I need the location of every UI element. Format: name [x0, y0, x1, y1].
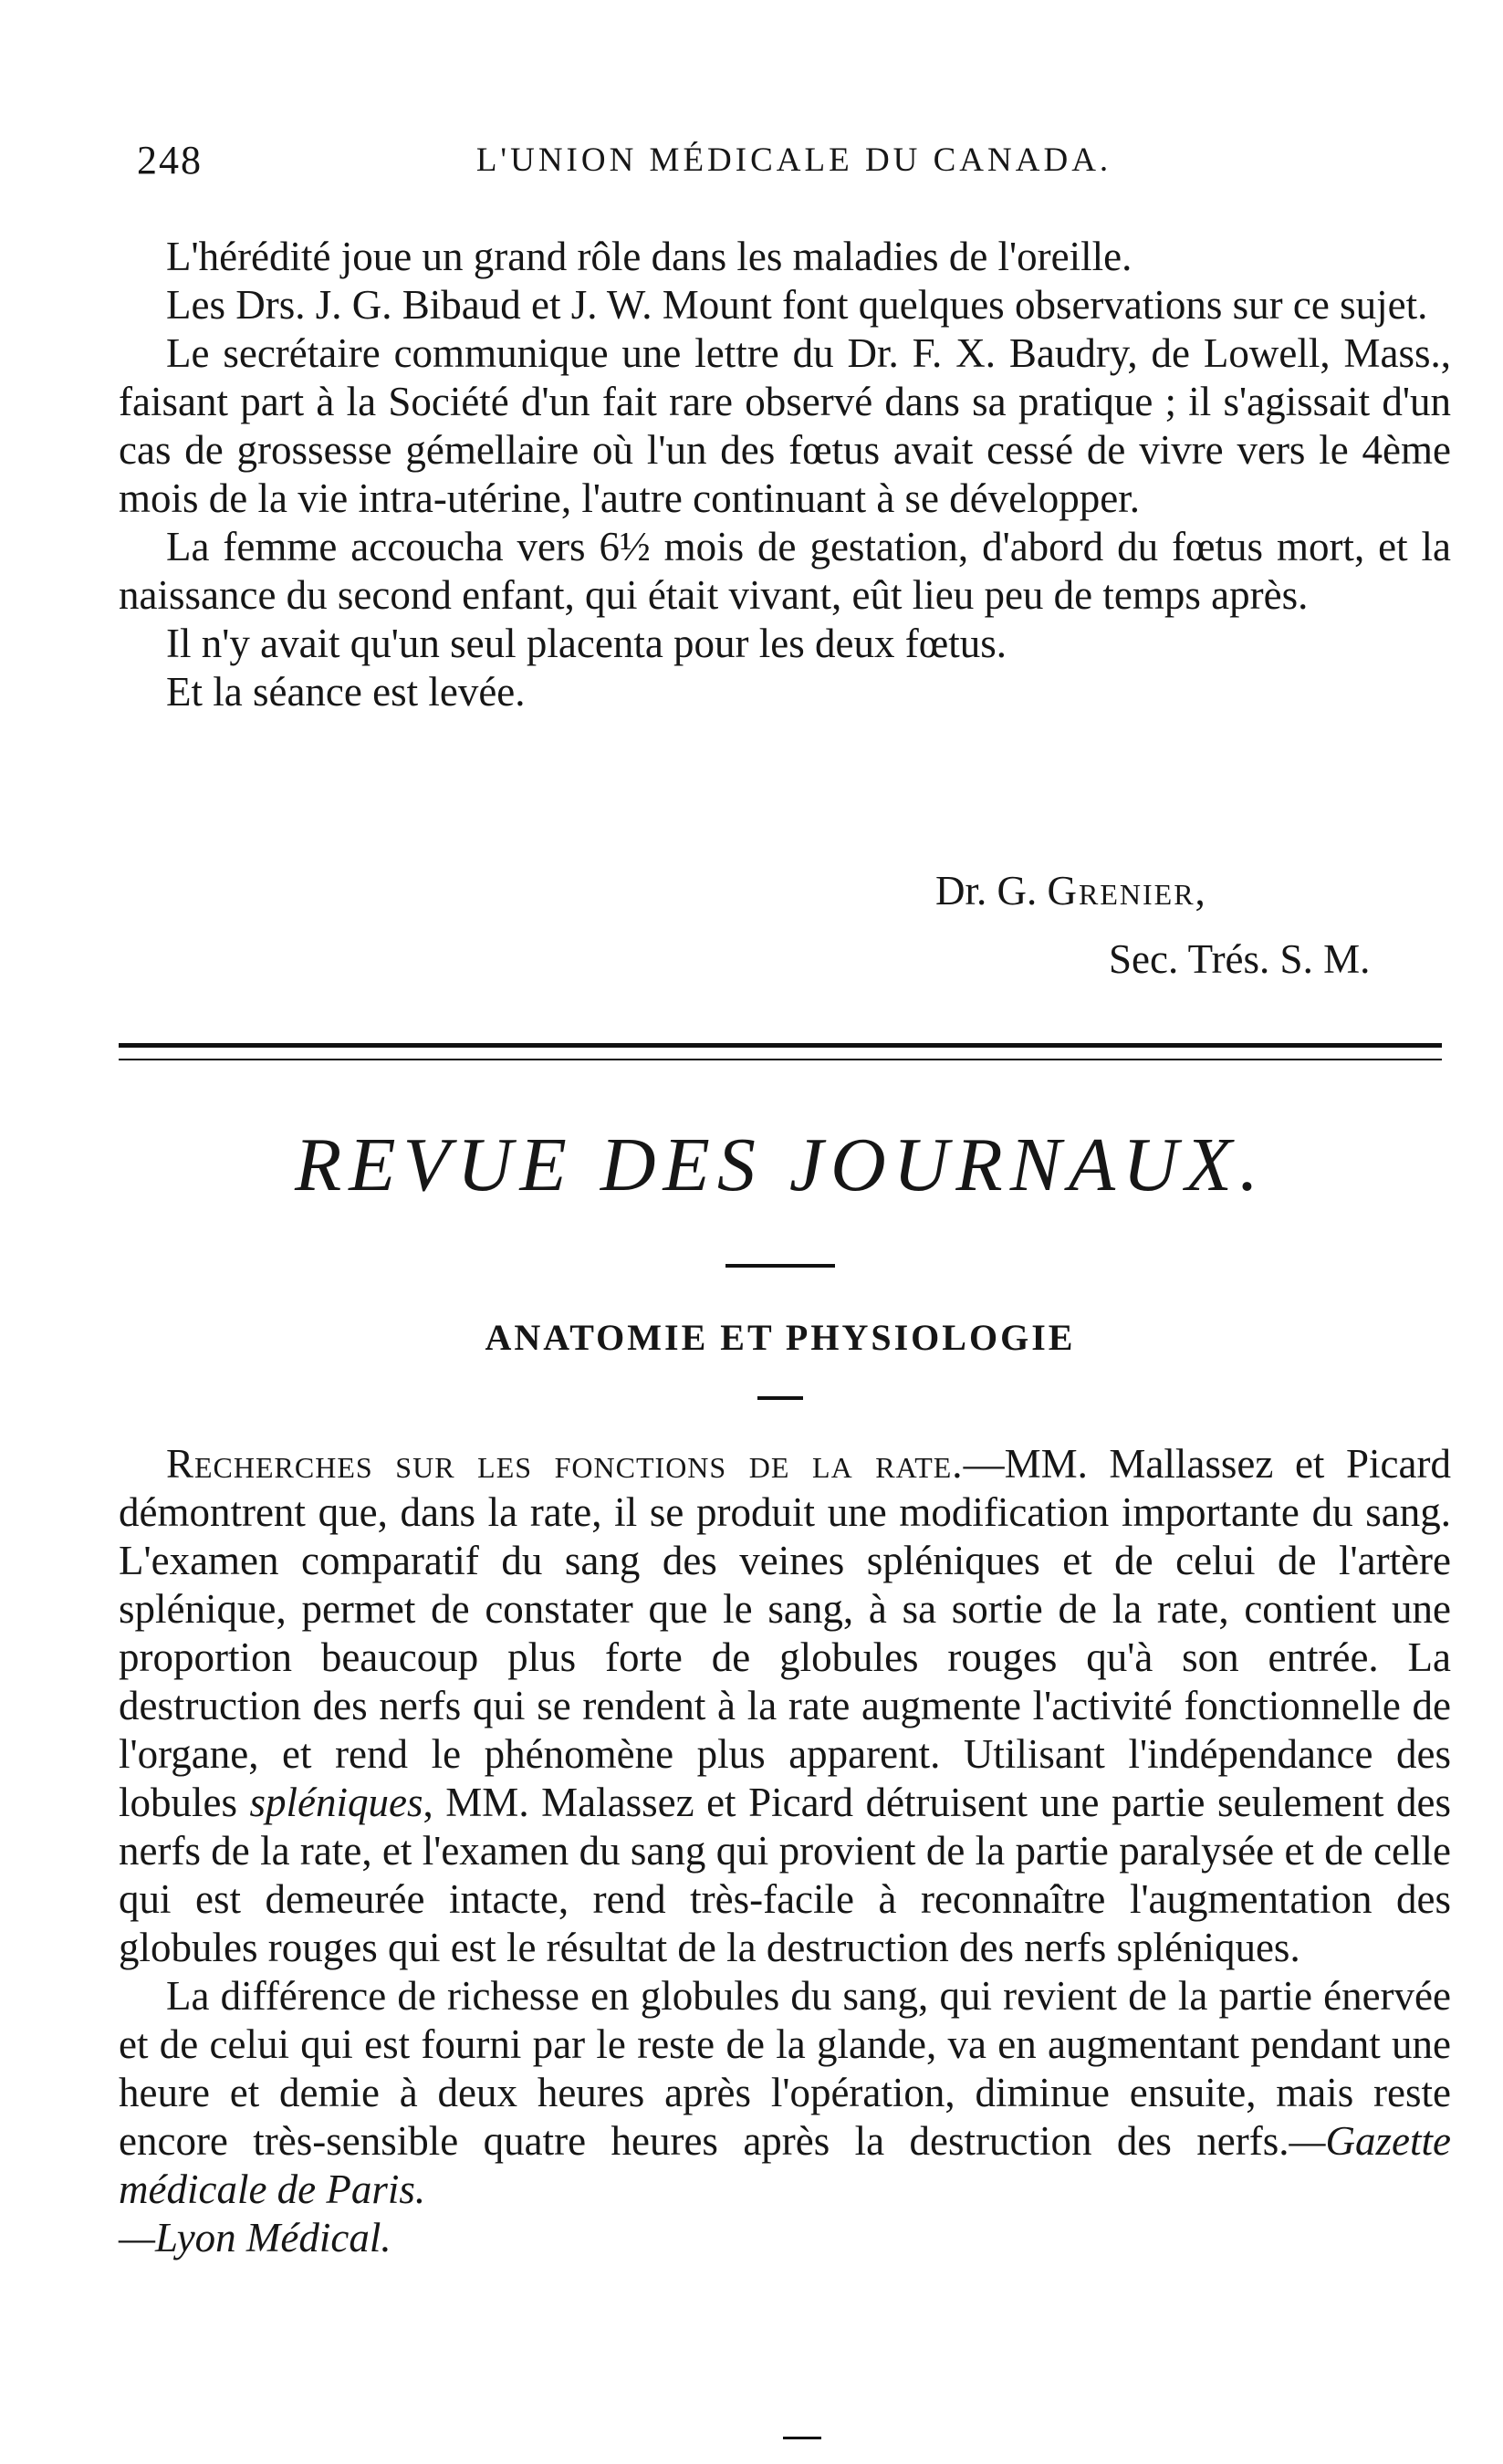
article-text-b: , MM. Malassez et Picard détruisent une partie seulement des nerfs de la rate, et l'examen du sang qui provient de la partie paralysée et de celle qui est demeurée intacte, rend très-facile à reconnaître l'augmentation des globules rouges qui est le résultat de la destruction des nerfs spléniques.	[119, 1780, 1451, 1970]
source-citation-2: —Lyon Médical.	[119, 2215, 391, 2260]
section-divider	[119, 1043, 1442, 1060]
article-title: Recherches sur les fonctions de la rate.	[166, 1441, 964, 1487]
article-text	[119, 1440, 1451, 2262]
paragraph: Il n'y avait qu'un seul placenta pour les deux fœtus.	[166, 621, 1007, 666]
paragraph: L'hérédité joue un grand rôle dans les maladies de l'oreille.	[166, 234, 1132, 279]
article-italic-word: spléniques	[249, 1780, 423, 1825]
signature-prefix: Dr. G.	[935, 868, 1048, 914]
end-rule	[783, 2437, 821, 2439]
subsection-title: ANATOMIE ET PHYSIOLOGIE	[485, 1317, 1076, 1358]
source-citation: —Gazette médicale de Paris.	[119, 2118, 1451, 2212]
page-header	[137, 137, 1451, 201]
paragraph: Les Drs. J. G. Bibaud et J. W. Mount font quelques observations sur ce sujet.	[166, 282, 1428, 328]
paragraph: La femme accoucha vers 6½ mois de gestation, d'abord du fœtus mort, et la naissance du second enfant, qui était vivant, eût lieu peu de temps après.	[119, 524, 1451, 618]
signature-name	[935, 867, 1207, 914]
paragraph: Le secrétaire communique une lettre du Dr. F. X. Baudry, de Lowell, Mass., faisant part à la Société d'un fait rare observé dans sa pratique ; il s'agissait d'un cas de grossesse gémellaire où l'un des fœtus avait cessé de vivre vers le 4ème mois de la vie intra-utérine, l'autre continuant à se développer.	[119, 330, 1451, 521]
title-rule	[725, 1264, 835, 1268]
article-paragraph	[119, 1972, 1451, 2214]
section-title: REVUE DES JOURNAUX.	[294, 1122, 1267, 1207]
subsection-rule	[757, 1396, 803, 1400]
article-paragraph	[119, 1440, 1451, 1972]
signature-surname: Grenier,	[1047, 868, 1207, 914]
page-number: 248	[137, 138, 203, 183]
article-text-c: La différence de richesse en globules du sang, qui revient de la partie énervée et de celui qui est fourni par le reste de la glande, va en augmentant pendant une heure et demie à deux heures après l'opération, diminue ensuite, mais reste encore très-sensible quatre heures après la destruction des nerfs.	[119, 1973, 1451, 2164]
article-text-a: —MM. Mallassez et Picard démontrent que, dans la rate, il se produit une modification importante du sang. L'examen comparatif du sang des veines spléniques et de celui de l'artère splénique, permet de constater que le sang, à sa sortie de la rate, contient une proportion beaucoup plus forte de globules rouges qu'à son entrée. La destruction des nerfs qui se rendent à la rate augmente l'activité fonctionnelle de l'organe, et rend le phénomène plus apparent. Utilisant l'indépendance des lobules	[119, 1441, 1451, 1825]
paragraph: Et la séance est levée.	[166, 669, 526, 715]
signature-title: Sec. Trés. S. M.	[1109, 936, 1371, 982]
minutes-text	[119, 233, 1451, 716]
running-title: L'UNION MÉDICALE DU CANADA.	[475, 141, 1112, 179]
